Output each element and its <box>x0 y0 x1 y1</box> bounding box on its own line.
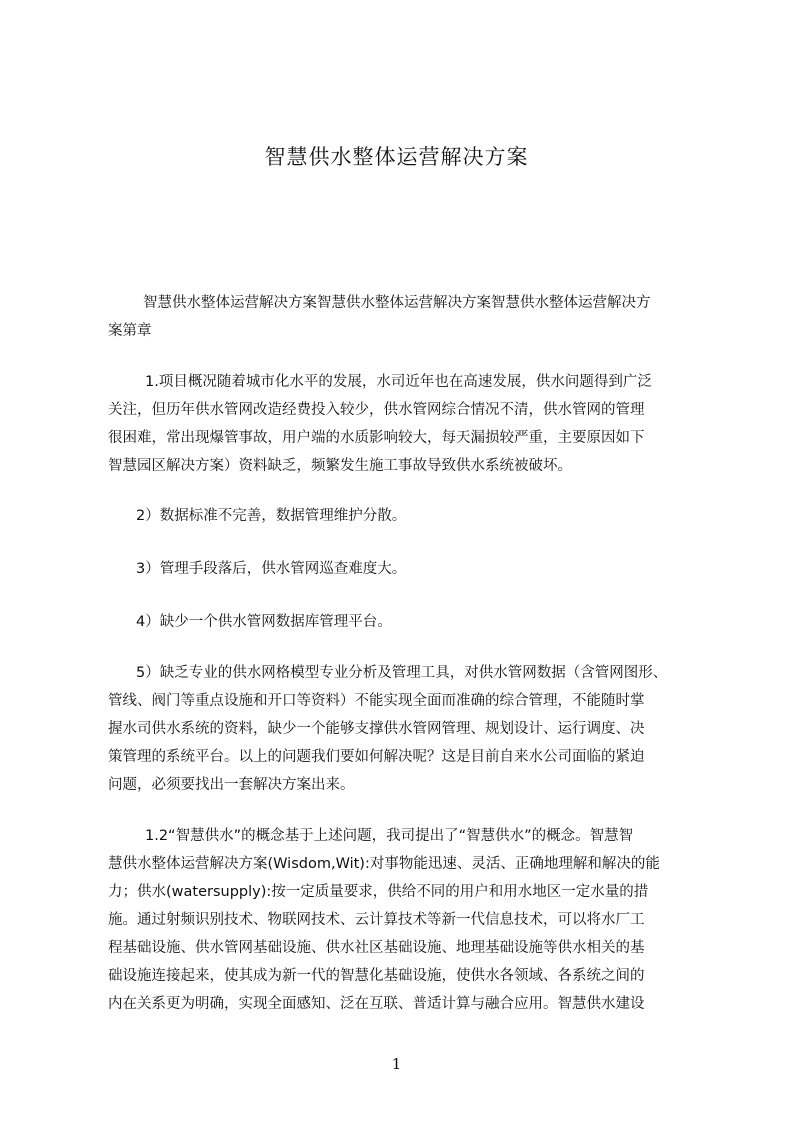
para-5-line-1: 5）缺乏专业的供水网格模型专业分析及管理工具，对供水管网数据（含管网图形、 <box>136 665 668 681</box>
para-1-line-1: 1.项目概况随着城市化水平的发展，水司近年也在高速发展，供水问题得到广泛 <box>145 374 652 390</box>
para-4-line-1: 4）缺少一个供水管网数据库管理平台。 <box>136 614 392 630</box>
para-6-line-2: 慧供水整体运营解决方案(Wisdom,Wit):对事物能迅速、灵活、正确地理解和解决的能 <box>108 856 660 872</box>
document-title: 智慧供水整体运营解决方案 <box>264 145 529 169</box>
para-2-line-1: 2）数据标准不完善，数据管理维护分散。 <box>136 508 407 524</box>
para-1-line-2: 关注，但历年供水管网改造经费投入较少，供水管网综合情况不清，供水管网的管理 <box>108 402 645 418</box>
para-1-line-4: 智慧园区解决方案）资料缺乏，频繁发生施工事故导致供水系统被破坏。 <box>108 458 572 474</box>
para-5-line-4: 策管理的系统平台。以上的问题我们要如何解决呢？这是目前自来水公司面临的紧迫 <box>108 749 645 765</box>
para-3-line-1: 3）管理手段落后，供水管网巡查难度大。 <box>136 561 407 577</box>
para-6-line-4: 施。通过射频识别技术、物联网技术、云计算技术等新一代信息技术，可以将水厂工 <box>108 912 645 928</box>
para-1-line-3: 很困难，常出现爆管事故，用户端的水质影响较大，每天漏损较严重，主要原因如下 <box>108 430 645 446</box>
para-intro-line-1: 智慧供水整体运营解决方案智慧供水整体运营解决方案智慧供水整体运营解决方 <box>143 295 651 311</box>
para-5-line-5: 问题，必须要找出一套解决方案出来。 <box>108 777 355 793</box>
para-6-line-6: 础设施连接起来，使其成为新一代的智慧化基础设施，使供水各领域、各系统之间的 <box>108 968 645 984</box>
para-6-line-3: 力；供水(watersupply):按一定质量要求，供给不同的用户和用水地区一定水量的措 <box>108 884 649 900</box>
para-6-line-5: 程基础设施、供水管网基础设施、供水社区基础设施、地理基础设施等供水相关的基 <box>108 940 645 956</box>
para-intro-line-2: 案第章 <box>108 323 152 339</box>
para-6-line-1: 1.2“智慧供水”的概念基于上述问题，我司提出了“智慧供水”的概念。智慧智 <box>145 828 634 844</box>
para-5-line-3: 握水司供水系统的资料，缺少一个能够支撑供水管网管理、规划设计、运行调度、决 <box>108 721 645 737</box>
para-6-line-7: 内在关系更为明确，实现全面感知、泛在互联、普适计算与融合应用。智慧供水建设 <box>108 996 645 1012</box>
page-number: 1 <box>391 1055 402 1073</box>
para-5-line-2: 管线、阀门等重点设施和开口等资料）不能实现全面而准确的综合管理，不能随时掌 <box>108 693 645 709</box>
